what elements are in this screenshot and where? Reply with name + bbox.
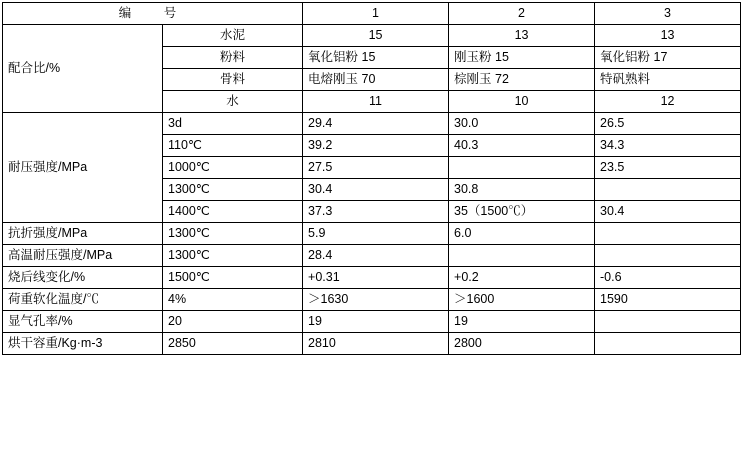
row-sub-label: 1400℃ [163, 201, 303, 223]
table-row [3, 25, 741, 47]
cell-value: 30.8 [449, 179, 595, 201]
cell-value: 氧化铝粉 17 [595, 47, 741, 69]
row-sub-label: 2850 [163, 333, 303, 355]
row-sub-label: 骨料 [163, 69, 303, 91]
cell-value: 5.9 [303, 223, 449, 245]
cell-value: 37.3 [303, 201, 449, 223]
row-sub-label: 水泥 [163, 25, 303, 47]
row-sub-label: 1300℃ [163, 223, 303, 245]
cell-value: ＞1600 [449, 289, 595, 311]
row-sub-label: 4% [163, 289, 303, 311]
cell-value [595, 333, 741, 355]
cell-value: 特矾熟料 [595, 69, 741, 91]
cell-value: 1590 [595, 289, 741, 311]
document-page [0, 2, 743, 455]
cell-value: 6.0 [449, 223, 595, 245]
cell-value: 23.5 [595, 157, 741, 179]
header-title-cell: 编 号 [3, 3, 303, 25]
row-group-label: 荷重软化温度/℃ [3, 289, 163, 311]
row-sub-label: 1000℃ [163, 157, 303, 179]
cell-value: 19 [449, 311, 595, 333]
cell-value: 19 [303, 311, 449, 333]
cell-value: 电熔刚玉 70 [303, 69, 449, 91]
row-sub-label: 110℃ [163, 135, 303, 157]
cell-value: 29.4 [303, 113, 449, 135]
specification-table [2, 2, 741, 355]
row-sub-label: 1500℃ [163, 267, 303, 289]
cell-value: 40.3 [449, 135, 595, 157]
cell-value [595, 223, 741, 245]
cell-value [595, 245, 741, 267]
header-column-2: 2 [449, 3, 595, 25]
cell-value: 棕刚玉 72 [449, 69, 595, 91]
row-group-label: 抗折强度/MPa [3, 223, 163, 245]
cell-value: -0.6 [595, 267, 741, 289]
row-group-label: 烘干容重/Kg·m-3 [3, 333, 163, 355]
cell-value [449, 245, 595, 267]
table-row [3, 245, 741, 267]
cell-value: 30.4 [595, 201, 741, 223]
row-sub-label: 水 [163, 91, 303, 113]
cell-value: 27.5 [303, 157, 449, 179]
row-sub-label: 20 [163, 311, 303, 333]
cell-value: 30.4 [303, 179, 449, 201]
table-row [3, 113, 741, 135]
header-column-1: 1 [303, 3, 449, 25]
cell-value: 30.0 [449, 113, 595, 135]
cell-value: +0.31 [303, 267, 449, 289]
cell-value: 11 [303, 91, 449, 113]
table-row [3, 333, 741, 355]
cell-value: 刚玉粉 15 [449, 47, 595, 69]
cell-value: 34.3 [595, 135, 741, 157]
cell-value: 10 [449, 91, 595, 113]
table-body [3, 3, 741, 355]
table-row [3, 267, 741, 289]
cell-value [449, 157, 595, 179]
cell-value: 2810 [303, 333, 449, 355]
cell-value [595, 179, 741, 201]
row-group-label: 烧后线变化/% [3, 267, 163, 289]
cell-value: 12 [595, 91, 741, 113]
row-sub-label: 1300℃ [163, 179, 303, 201]
row-group-label: 耐压强度/MPa [3, 113, 163, 223]
cell-value: 35（1500℃） [449, 201, 595, 223]
cell-value: 15 [303, 25, 449, 47]
cell-value: 13 [595, 25, 741, 47]
row-group-label: 显气孔率/% [3, 311, 163, 333]
cell-value: 氧化铝粉 15 [303, 47, 449, 69]
row-sub-label: 3d [163, 113, 303, 135]
row-group-label: 高温耐压强度/MPa [3, 245, 163, 267]
row-group-label: 配合比/% [3, 25, 163, 113]
cell-value [595, 311, 741, 333]
header-column-3: 3 [595, 3, 741, 25]
row-sub-label: 1300℃ [163, 245, 303, 267]
table-header-row [3, 3, 741, 25]
table-row [3, 289, 741, 311]
cell-value: 2800 [449, 333, 595, 355]
cell-value: 39.2 [303, 135, 449, 157]
cell-value: 28.4 [303, 245, 449, 267]
cell-value: ＞1630 [303, 289, 449, 311]
cell-value: +0.2 [449, 267, 595, 289]
row-sub-label: 粉料 [163, 47, 303, 69]
table-row [3, 311, 741, 333]
cell-value: 26.5 [595, 113, 741, 135]
table-row [3, 223, 741, 245]
cell-value: 13 [449, 25, 595, 47]
